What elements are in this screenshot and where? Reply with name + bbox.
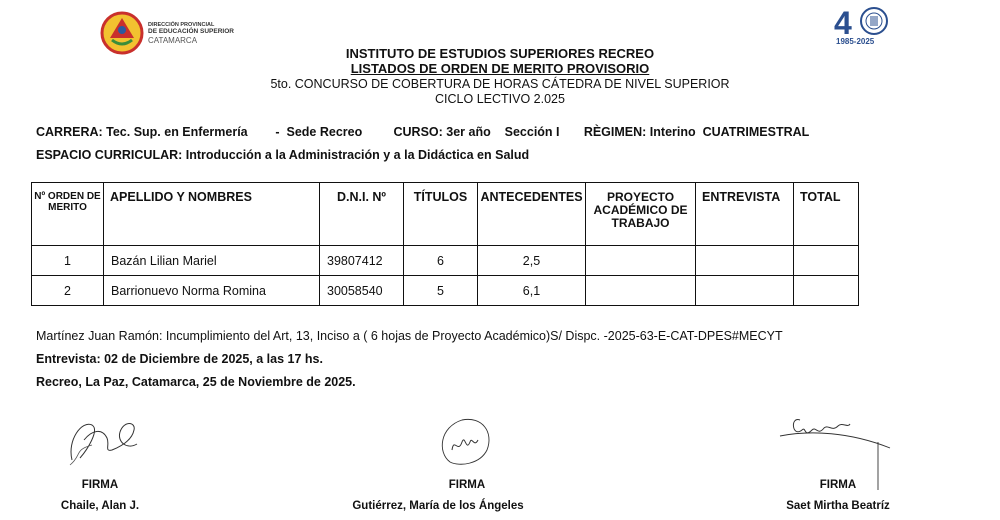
cell-total bbox=[794, 276, 859, 306]
cell-nombre: Bazán Lilian Mariel bbox=[104, 246, 320, 276]
header-nombres: APELLIDO Y NOMBRES bbox=[104, 183, 320, 246]
header-dni: D.N.I. Nº bbox=[320, 183, 404, 246]
institute-name: INSTITUTO DE ESTUDIOS SUPERIORES RECREO bbox=[345, 46, 655, 61]
cell-entrevista bbox=[696, 276, 794, 306]
anniversary-years: 1985-2025 bbox=[836, 37, 875, 46]
cell-titulos: 6 bbox=[404, 246, 478, 276]
logo-text-3: CATAMARCA bbox=[148, 36, 198, 45]
header-orden: Nº ORDEN DE MERITO bbox=[32, 183, 104, 246]
signature-name-2: Gutiérrez, María de los Ángeles bbox=[352, 500, 524, 512]
curricular-space: ESPACIO CURRICULAR: Introducción a la Administración y a la Didáctica en Salud bbox=[36, 148, 530, 162]
signature-name-1: Chaile, Alan J. bbox=[60, 500, 140, 512]
signature-label-3: FIRMA bbox=[819, 479, 857, 491]
observation-note: Martínez Juan Ramón: Incumplimiento del Art, 13, Inciso a ( 6 hojas de Proyecto Académico)S/ Dispc. -2025-63-E-CAT-DPES#MECYT bbox=[36, 329, 783, 343]
cell-dni: 30058540 bbox=[320, 276, 404, 306]
svg-text:4: 4 bbox=[834, 5, 852, 40]
cell-dni: 39807412 bbox=[320, 246, 404, 276]
header-titulos: TÍTULOS bbox=[404, 183, 478, 246]
cycle-year: CICLO LECTIVO 2.025 bbox=[435, 92, 565, 106]
signature-label-1: FIRMA bbox=[81, 479, 119, 491]
cell-antecedentes: 6,1 bbox=[478, 276, 586, 306]
logo-text-1: DIRECCIÓN PROVINCIAL bbox=[148, 22, 215, 28]
cell-antecedentes: 2,5 bbox=[478, 246, 586, 276]
table-header-row bbox=[32, 183, 859, 246]
cell-proyecto bbox=[586, 276, 696, 306]
signature-chaile-icon bbox=[62, 410, 142, 472]
career-info: CARRERA: Tec. Sup. en Enfermería - Sede Recreo CURSO: 3er año Sección I RÈGIMEN: Interino CUATRIMESTRAL bbox=[36, 125, 810, 139]
header-antecedentes: ANTECEDENTES bbox=[478, 183, 586, 246]
signature-gutierrez-icon bbox=[432, 412, 502, 470]
place-date: Recreo, La Paz, Catamarca, 25 de Noviembre de 2025. bbox=[36, 375, 356, 389]
merit-table bbox=[31, 182, 859, 306]
cell-orden: 1 bbox=[32, 246, 104, 276]
header-proyecto: PROYECTO ACADÉMICO DE TRABAJO bbox=[586, 183, 696, 246]
cell-nombre: Barrionuevo Norma Romina bbox=[104, 276, 320, 306]
cell-orden: 2 bbox=[32, 276, 104, 306]
logo-text-2: DE EDUCACIÓN SUPERIOR bbox=[148, 28, 234, 35]
header-total: TOTAL bbox=[794, 183, 859, 246]
header-entrevista: ENTREVISTA bbox=[696, 183, 794, 246]
signature-name-3: Saet Mirtha Beatríz bbox=[786, 500, 890, 512]
interview-date: Entrevista: 02 de Diciembre de 2025, a las 17 hs. bbox=[36, 352, 323, 366]
signature-label-2: FIRMA bbox=[448, 479, 486, 491]
cell-proyecto bbox=[586, 246, 696, 276]
cell-titulos: 5 bbox=[404, 276, 478, 306]
anniversary-logo bbox=[832, 4, 896, 46]
contest-title: 5to. CONCURSO DE COBERTURA DE HORAS CÁTEDRA DE NIVEL SUPERIOR bbox=[270, 77, 730, 91]
anniversary-40-icon bbox=[832, 4, 896, 40]
cell-total bbox=[794, 246, 859, 276]
cell-entrevista bbox=[696, 246, 794, 276]
list-title: LISTADOS DE ORDEN DE MERITO PROVISORIO bbox=[350, 61, 650, 76]
table-row bbox=[32, 276, 859, 306]
table-row bbox=[32, 246, 859, 276]
